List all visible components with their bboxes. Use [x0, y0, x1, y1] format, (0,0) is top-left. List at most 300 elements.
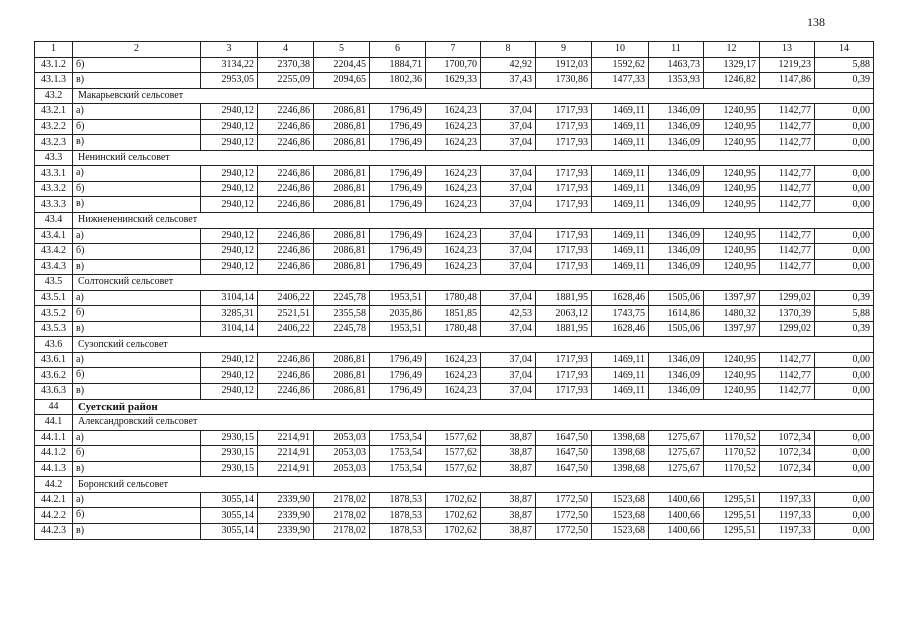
row-letter: б)	[73, 508, 201, 524]
table-row	[35, 492, 874, 508]
value-cell: 1295,51	[704, 492, 760, 508]
value-cell: 1240,95	[704, 104, 760, 120]
value-cell: 1647,50	[536, 430, 592, 446]
value-cell: 1884,71	[370, 57, 426, 73]
value-cell: 2086,81	[314, 384, 370, 400]
row-number: 44.1.3	[35, 461, 73, 477]
value-cell: 2246,86	[258, 104, 314, 120]
table-row	[35, 368, 874, 384]
value-cell: 1796,49	[370, 119, 426, 135]
value-cell: 2086,81	[314, 244, 370, 260]
row-letter: в)	[73, 135, 201, 151]
value-cell: 1624,23	[426, 181, 481, 197]
value-cell: 1717,93	[536, 135, 592, 151]
section-number: 43.4	[35, 213, 73, 229]
value-cell: 1400,66	[649, 508, 704, 524]
value-cell: 2178,02	[314, 492, 370, 508]
table-row	[35, 166, 874, 182]
value-cell: 1240,95	[704, 166, 760, 182]
column-header: 13	[760, 42, 815, 58]
value-cell: 2086,81	[314, 135, 370, 151]
section-row	[35, 150, 874, 166]
value-cell: 1577,62	[426, 430, 481, 446]
section-number: 43.2	[35, 88, 73, 104]
value-cell: 0,00	[815, 166, 874, 182]
value-cell: 37,04	[481, 290, 536, 306]
value-cell: 1796,49	[370, 352, 426, 368]
value-cell: 5,88	[815, 306, 874, 322]
row-number: 44.2.3	[35, 523, 73, 539]
value-cell: 2339,90	[258, 508, 314, 524]
value-cell: 1346,09	[649, 166, 704, 182]
section-row	[35, 88, 874, 104]
value-cell: 1628,46	[592, 290, 649, 306]
value-cell: 1614,86	[649, 306, 704, 322]
value-cell: 2214,91	[258, 430, 314, 446]
value-cell: 1881,95	[536, 321, 592, 337]
row-letter: б)	[73, 244, 201, 260]
value-cell: 2246,86	[258, 135, 314, 151]
value-cell: 2086,81	[314, 228, 370, 244]
value-cell: 1717,93	[536, 181, 592, 197]
value-cell: 0,00	[815, 352, 874, 368]
value-cell: 1142,77	[760, 244, 815, 260]
value-cell: 1469,11	[592, 166, 649, 182]
row-number: 43.5.1	[35, 290, 73, 306]
section-title: Макарьевский сельсовет	[73, 88, 874, 104]
value-cell: 1469,11	[592, 197, 649, 213]
value-cell: 2953,05	[201, 73, 258, 89]
value-cell: 2086,81	[314, 104, 370, 120]
value-cell: 1142,77	[760, 228, 815, 244]
value-cell: 1647,50	[536, 446, 592, 462]
table-body	[35, 42, 874, 540]
value-cell: 1796,49	[370, 259, 426, 275]
value-cell: 1624,23	[426, 244, 481, 260]
section-number: 44	[35, 399, 73, 415]
value-cell: 1469,11	[592, 352, 649, 368]
value-cell: 2053,03	[314, 446, 370, 462]
value-cell: 1743,75	[592, 306, 649, 322]
value-cell: 2255,09	[258, 73, 314, 89]
value-cell: 1469,11	[592, 244, 649, 260]
column-header: 12	[704, 42, 760, 58]
value-cell: 1469,11	[592, 384, 649, 400]
row-number: 44.1.1	[35, 430, 73, 446]
value-cell: 2204,45	[314, 57, 370, 73]
row-number: 43.1.3	[35, 73, 73, 89]
value-cell: 3055,14	[201, 508, 258, 524]
column-header: 2	[73, 42, 201, 58]
value-cell: 0,00	[815, 368, 874, 384]
row-number: 43.5.3	[35, 321, 73, 337]
value-cell: 1240,95	[704, 181, 760, 197]
value-cell: 2246,86	[258, 166, 314, 182]
section-title: Сузопский сельсовет	[73, 337, 874, 353]
value-cell: 2940,12	[201, 352, 258, 368]
value-cell: 1197,33	[760, 508, 815, 524]
value-cell: 1295,51	[704, 508, 760, 524]
value-cell: 1170,52	[704, 446, 760, 462]
value-cell: 1523,68	[592, 492, 649, 508]
value-cell: 1647,50	[536, 461, 592, 477]
value-cell: 1142,77	[760, 368, 815, 384]
value-cell: 2940,12	[201, 384, 258, 400]
value-cell: 2930,15	[201, 446, 258, 462]
value-cell: 2940,12	[201, 166, 258, 182]
value-cell: 42,92	[481, 57, 536, 73]
value-cell: 1275,67	[649, 446, 704, 462]
row-number: 43.2.2	[35, 119, 73, 135]
value-cell: 1142,77	[760, 384, 815, 400]
value-cell: 1796,49	[370, 135, 426, 151]
value-cell: 2355,58	[314, 306, 370, 322]
value-cell: 1796,49	[370, 181, 426, 197]
value-cell: 2086,81	[314, 119, 370, 135]
value-cell: 1469,11	[592, 228, 649, 244]
row-letter: в)	[73, 197, 201, 213]
value-cell: 2940,12	[201, 259, 258, 275]
row-letter: а)	[73, 166, 201, 182]
value-cell: 1753,54	[370, 446, 426, 462]
value-cell: 1702,62	[426, 523, 481, 539]
value-cell: 1878,53	[370, 523, 426, 539]
value-cell: 3285,31	[201, 306, 258, 322]
value-cell: 1796,49	[370, 244, 426, 260]
row-number: 43.5.2	[35, 306, 73, 322]
value-cell: 1717,93	[536, 119, 592, 135]
value-cell: 1240,95	[704, 259, 760, 275]
row-letter: б)	[73, 181, 201, 197]
value-cell: 38,87	[481, 508, 536, 524]
section-title: Ненинский сельсовет	[73, 150, 874, 166]
value-cell: 0,39	[815, 73, 874, 89]
value-cell: 1796,49	[370, 197, 426, 213]
value-cell: 0,00	[815, 523, 874, 539]
row-number: 43.3.2	[35, 181, 73, 197]
value-cell: 2245,78	[314, 290, 370, 306]
value-cell: 1142,77	[760, 119, 815, 135]
row-letter: а)	[73, 352, 201, 368]
value-cell: 1717,93	[536, 104, 592, 120]
value-cell: 38,87	[481, 492, 536, 508]
value-cell: 1275,67	[649, 430, 704, 446]
row-number: 43.2.3	[35, 135, 73, 151]
value-cell: 1912,03	[536, 57, 592, 73]
value-cell: 1624,23	[426, 259, 481, 275]
value-cell: 1624,23	[426, 197, 481, 213]
value-cell: 1246,82	[704, 73, 760, 89]
table-row	[35, 321, 874, 337]
column-header: 9	[536, 42, 592, 58]
value-cell: 1878,53	[370, 508, 426, 524]
value-cell: 1802,36	[370, 73, 426, 89]
value-cell: 38,87	[481, 430, 536, 446]
value-cell: 0,00	[815, 430, 874, 446]
value-cell: 1240,95	[704, 368, 760, 384]
value-cell: 1505,06	[649, 290, 704, 306]
value-cell: 0,39	[815, 290, 874, 306]
row-letter: б)	[73, 119, 201, 135]
column-header: 11	[649, 42, 704, 58]
row-number: 44.1.2	[35, 446, 73, 462]
row-number: 43.4.1	[35, 228, 73, 244]
value-cell: 1147,86	[760, 73, 815, 89]
value-cell: 2246,86	[258, 181, 314, 197]
value-cell: 3055,14	[201, 492, 258, 508]
row-number: 44.2.2	[35, 508, 73, 524]
value-cell: 1796,49	[370, 228, 426, 244]
value-cell: 2930,15	[201, 461, 258, 477]
value-cell: 0,00	[815, 446, 874, 462]
value-cell: 1624,23	[426, 119, 481, 135]
value-cell: 2940,12	[201, 119, 258, 135]
row-number: 43.3.3	[35, 197, 73, 213]
value-cell: 1881,95	[536, 290, 592, 306]
value-cell: 1142,77	[760, 352, 815, 368]
row-number: 43.6.1	[35, 352, 73, 368]
value-cell: 0,00	[815, 197, 874, 213]
row-letter: б)	[73, 57, 201, 73]
value-cell: 1397,97	[704, 321, 760, 337]
row-letter: а)	[73, 228, 201, 244]
table-row	[35, 290, 874, 306]
value-cell: 37,04	[481, 321, 536, 337]
value-cell: 1469,11	[592, 259, 649, 275]
value-cell: 1346,09	[649, 119, 704, 135]
column-header: 5	[314, 42, 370, 58]
section-row	[35, 213, 874, 229]
value-cell: 1346,09	[649, 135, 704, 151]
row-letter: в)	[73, 384, 201, 400]
column-header: 14	[815, 42, 874, 58]
value-cell: 1142,77	[760, 259, 815, 275]
value-cell: 1592,62	[592, 57, 649, 73]
table-row	[35, 259, 874, 275]
value-cell: 37,04	[481, 259, 536, 275]
value-cell: 2940,12	[201, 228, 258, 244]
table-row	[35, 461, 874, 477]
value-cell: 1523,68	[592, 523, 649, 539]
column-header: 8	[481, 42, 536, 58]
value-cell: 2053,03	[314, 461, 370, 477]
value-cell: 1730,86	[536, 73, 592, 89]
table-row	[35, 446, 874, 462]
section-row	[35, 477, 874, 493]
value-cell: 2246,86	[258, 197, 314, 213]
row-number: 43.2.1	[35, 104, 73, 120]
value-cell: 2086,81	[314, 352, 370, 368]
column-header: 3	[201, 42, 258, 58]
district-row	[35, 399, 874, 415]
section-row	[35, 415, 874, 431]
value-cell: 3104,14	[201, 321, 258, 337]
value-cell: 1629,33	[426, 73, 481, 89]
row-letter: а)	[73, 492, 201, 508]
value-cell: 2086,81	[314, 181, 370, 197]
row-letter: б)	[73, 368, 201, 384]
value-cell: 1072,34	[760, 461, 815, 477]
value-cell: 1397,97	[704, 290, 760, 306]
value-cell: 1624,23	[426, 352, 481, 368]
value-cell: 1851,85	[426, 306, 481, 322]
row-number: 43.4.3	[35, 259, 73, 275]
value-cell: 2053,03	[314, 430, 370, 446]
value-cell: 0,00	[815, 492, 874, 508]
value-cell: 37,43	[481, 73, 536, 89]
value-cell: 2246,86	[258, 119, 314, 135]
value-cell: 1346,09	[649, 384, 704, 400]
table-row	[35, 197, 874, 213]
value-cell: 0,00	[815, 104, 874, 120]
value-cell: 0,00	[815, 135, 874, 151]
row-number: 43.6.2	[35, 368, 73, 384]
row-letter: в)	[73, 523, 201, 539]
value-cell: 1717,93	[536, 384, 592, 400]
value-cell: 2339,90	[258, 523, 314, 539]
value-cell: 2940,12	[201, 244, 258, 260]
value-cell: 2178,02	[314, 508, 370, 524]
value-cell: 0,00	[815, 244, 874, 260]
table-row	[35, 57, 874, 73]
value-cell: 2086,81	[314, 368, 370, 384]
value-cell: 38,87	[481, 446, 536, 462]
value-cell: 1717,93	[536, 259, 592, 275]
value-cell: 37,04	[481, 228, 536, 244]
value-cell: 2339,90	[258, 492, 314, 508]
value-cell: 1702,62	[426, 492, 481, 508]
value-cell: 1142,77	[760, 166, 815, 182]
value-cell: 2940,12	[201, 181, 258, 197]
value-cell: 1772,50	[536, 523, 592, 539]
value-cell: 3055,14	[201, 523, 258, 539]
value-cell: 1370,39	[760, 306, 815, 322]
value-cell: 1240,95	[704, 228, 760, 244]
section-title: Солтонский сельсовет	[73, 275, 874, 291]
value-cell: 1753,54	[370, 461, 426, 477]
row-letter: в)	[73, 461, 201, 477]
table-row	[35, 244, 874, 260]
value-cell: 1072,34	[760, 430, 815, 446]
value-cell: 1717,93	[536, 166, 592, 182]
value-cell: 1398,68	[592, 461, 649, 477]
row-number: 43.1.2	[35, 57, 73, 73]
value-cell: 1953,51	[370, 290, 426, 306]
table-row	[35, 181, 874, 197]
value-cell: 0,00	[815, 259, 874, 275]
tariff-table	[34, 41, 874, 540]
section-number: 44.1	[35, 415, 73, 431]
value-cell: 1469,11	[592, 181, 649, 197]
table-row	[35, 508, 874, 524]
value-cell: 1240,95	[704, 135, 760, 151]
row-number: 43.3.1	[35, 166, 73, 182]
value-cell: 2370,38	[258, 57, 314, 73]
value-cell: 2940,12	[201, 368, 258, 384]
value-cell: 1346,09	[649, 244, 704, 260]
value-cell: 1142,77	[760, 135, 815, 151]
value-cell: 1400,66	[649, 492, 704, 508]
value-cell: 1780,48	[426, 321, 481, 337]
row-number: 43.6.3	[35, 384, 73, 400]
value-cell: 1463,73	[649, 57, 704, 73]
value-cell: 0,00	[815, 119, 874, 135]
value-cell: 1717,93	[536, 197, 592, 213]
value-cell: 1329,17	[704, 57, 760, 73]
district-title: Суетский район	[73, 399, 874, 415]
value-cell: 1353,93	[649, 73, 704, 89]
value-cell: 1624,23	[426, 384, 481, 400]
value-cell: 2521,51	[258, 306, 314, 322]
value-cell: 0,00	[815, 461, 874, 477]
value-cell: 1170,52	[704, 461, 760, 477]
value-cell: 5,88	[815, 57, 874, 73]
value-cell: 1400,66	[649, 523, 704, 539]
value-cell: 37,04	[481, 135, 536, 151]
value-cell: 1240,95	[704, 119, 760, 135]
value-cell: 1170,52	[704, 430, 760, 446]
value-cell: 2930,15	[201, 430, 258, 446]
value-cell: 0,00	[815, 228, 874, 244]
value-cell: 3104,14	[201, 290, 258, 306]
value-cell: 1702,62	[426, 508, 481, 524]
row-letter: в)	[73, 321, 201, 337]
value-cell: 37,04	[481, 104, 536, 120]
table-row	[35, 228, 874, 244]
value-cell: 37,04	[481, 384, 536, 400]
table-row	[35, 135, 874, 151]
value-cell: 1796,49	[370, 384, 426, 400]
value-cell: 1505,06	[649, 321, 704, 337]
value-cell: 38,87	[481, 461, 536, 477]
header-row	[35, 42, 874, 58]
value-cell: 1780,48	[426, 290, 481, 306]
value-cell: 1628,46	[592, 321, 649, 337]
value-cell: 2245,78	[314, 321, 370, 337]
value-cell: 2940,12	[201, 197, 258, 213]
value-cell: 1477,33	[592, 73, 649, 89]
value-cell: 1346,09	[649, 181, 704, 197]
value-cell: 1753,54	[370, 430, 426, 446]
value-cell: 2178,02	[314, 523, 370, 539]
value-cell: 37,04	[481, 352, 536, 368]
value-cell: 2246,86	[258, 384, 314, 400]
value-cell: 1772,50	[536, 508, 592, 524]
value-cell: 1346,09	[649, 259, 704, 275]
row-letter: в)	[73, 259, 201, 275]
row-letter: а)	[73, 290, 201, 306]
value-cell: 1398,68	[592, 446, 649, 462]
value-cell: 2086,81	[314, 166, 370, 182]
value-cell: 1624,23	[426, 166, 481, 182]
value-cell: 37,04	[481, 166, 536, 182]
value-cell: 1717,93	[536, 228, 592, 244]
value-cell: 1577,62	[426, 446, 481, 462]
value-cell: 2246,86	[258, 259, 314, 275]
section-title: Александровский сельсовет	[73, 415, 874, 431]
value-cell: 2086,81	[314, 259, 370, 275]
section-number: 43.5	[35, 275, 73, 291]
value-cell: 0,00	[815, 181, 874, 197]
value-cell: 1700,70	[426, 57, 481, 73]
value-cell: 2246,86	[258, 352, 314, 368]
table-row	[35, 430, 874, 446]
value-cell: 0,00	[815, 508, 874, 524]
row-number: 43.4.2	[35, 244, 73, 260]
table-row	[35, 384, 874, 400]
column-header: 7	[426, 42, 481, 58]
value-cell: 37,04	[481, 244, 536, 260]
